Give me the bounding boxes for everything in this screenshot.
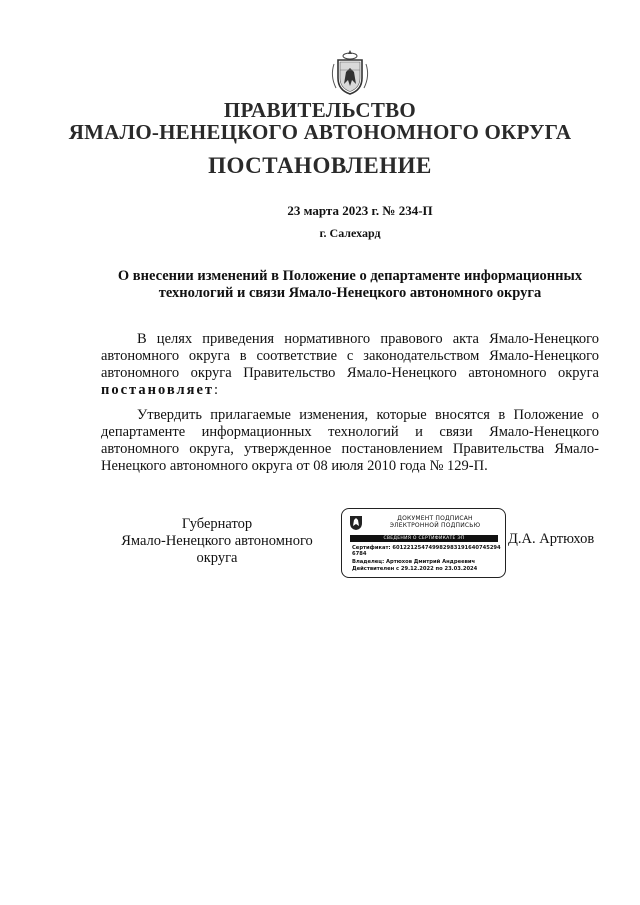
document-type-title: ПОСТАНОВЛЕНИЕ <box>208 153 432 178</box>
stamp-certificate-number-cont: 6784 <box>352 551 367 557</box>
stamp-validity: Действителен с 29.12.2022 по 23.03.2024 <box>352 566 478 572</box>
electronic-signature-stamp <box>341 508 506 578</box>
city: г. Салехард <box>319 226 381 240</box>
stamp-owner: Владелец: Артюхов Дмитрий Андреевич <box>352 559 476 565</box>
stamp-certificate-number: Сертификат: 601221254749982983191640745294 <box>352 545 501 551</box>
date-and-number: 23 марта 2023 г. № 234-П <box>287 203 433 218</box>
signatory-name: Д.А. Артюхов <box>508 531 595 547</box>
signatory-title-line1: Губернатор <box>181 516 253 532</box>
resolution-paragraph: Утвердить прилагаемые изменения, которые вносятся в Положение о департаменте информационных технологий и связи Ямало-Ненецкого автономного округа, утвержденное постановлением Правительства Ямало-Ненецкого автономного округа от 08 июля 2010 года № 129-П. <box>101 407 599 474</box>
preamble-colon: : <box>214 382 219 398</box>
subject-line1: О внесении изменений в Положение о департаменте информационных <box>117 268 583 284</box>
stamp-emblem-icon <box>348 514 364 531</box>
government-name-line1: ПРАВИТЕЛЬСТВО <box>223 98 417 122</box>
signatory-title-line2: Ямало-Ненецкого автономного округа <box>121 533 313 566</box>
preamble-paragraph <box>101 331 599 399</box>
stamp-heading-line1: ДОКУМЕНТ ПОДПИСАН <box>397 515 473 522</box>
stamp-heading <box>370 515 500 529</box>
preamble-text: В целях приведения нормативного правового акта Ямало-Ненецкого автономного округа в соответствие с законодательством Ямало-Ненецкого автономного округа Правительство Ямало-Ненецкого автономного округа <box>101 331 599 381</box>
document-subject <box>90 268 610 302</box>
signatory-title <box>101 516 333 567</box>
stamp-certificate-bar: СВЕДЕНИЯ О СЕРТИФИКАТЕ ЭП <box>350 535 498 542</box>
subject-line2: технологий и связи Ямало-Ненецкого автономного округа <box>158 285 542 301</box>
coat-of-arms-emblem <box>326 48 374 96</box>
resolves-keyword: постановляет <box>101 382 215 398</box>
stamp-heading-line2: ЭЛЕКТРОННОЙ ПОДПИСЬЮ <box>389 522 481 529</box>
government-name-line2: ЯМАЛО-НЕНЕЦКОГО АВТОНОМНОГО ОКРУГА <box>68 120 572 144</box>
